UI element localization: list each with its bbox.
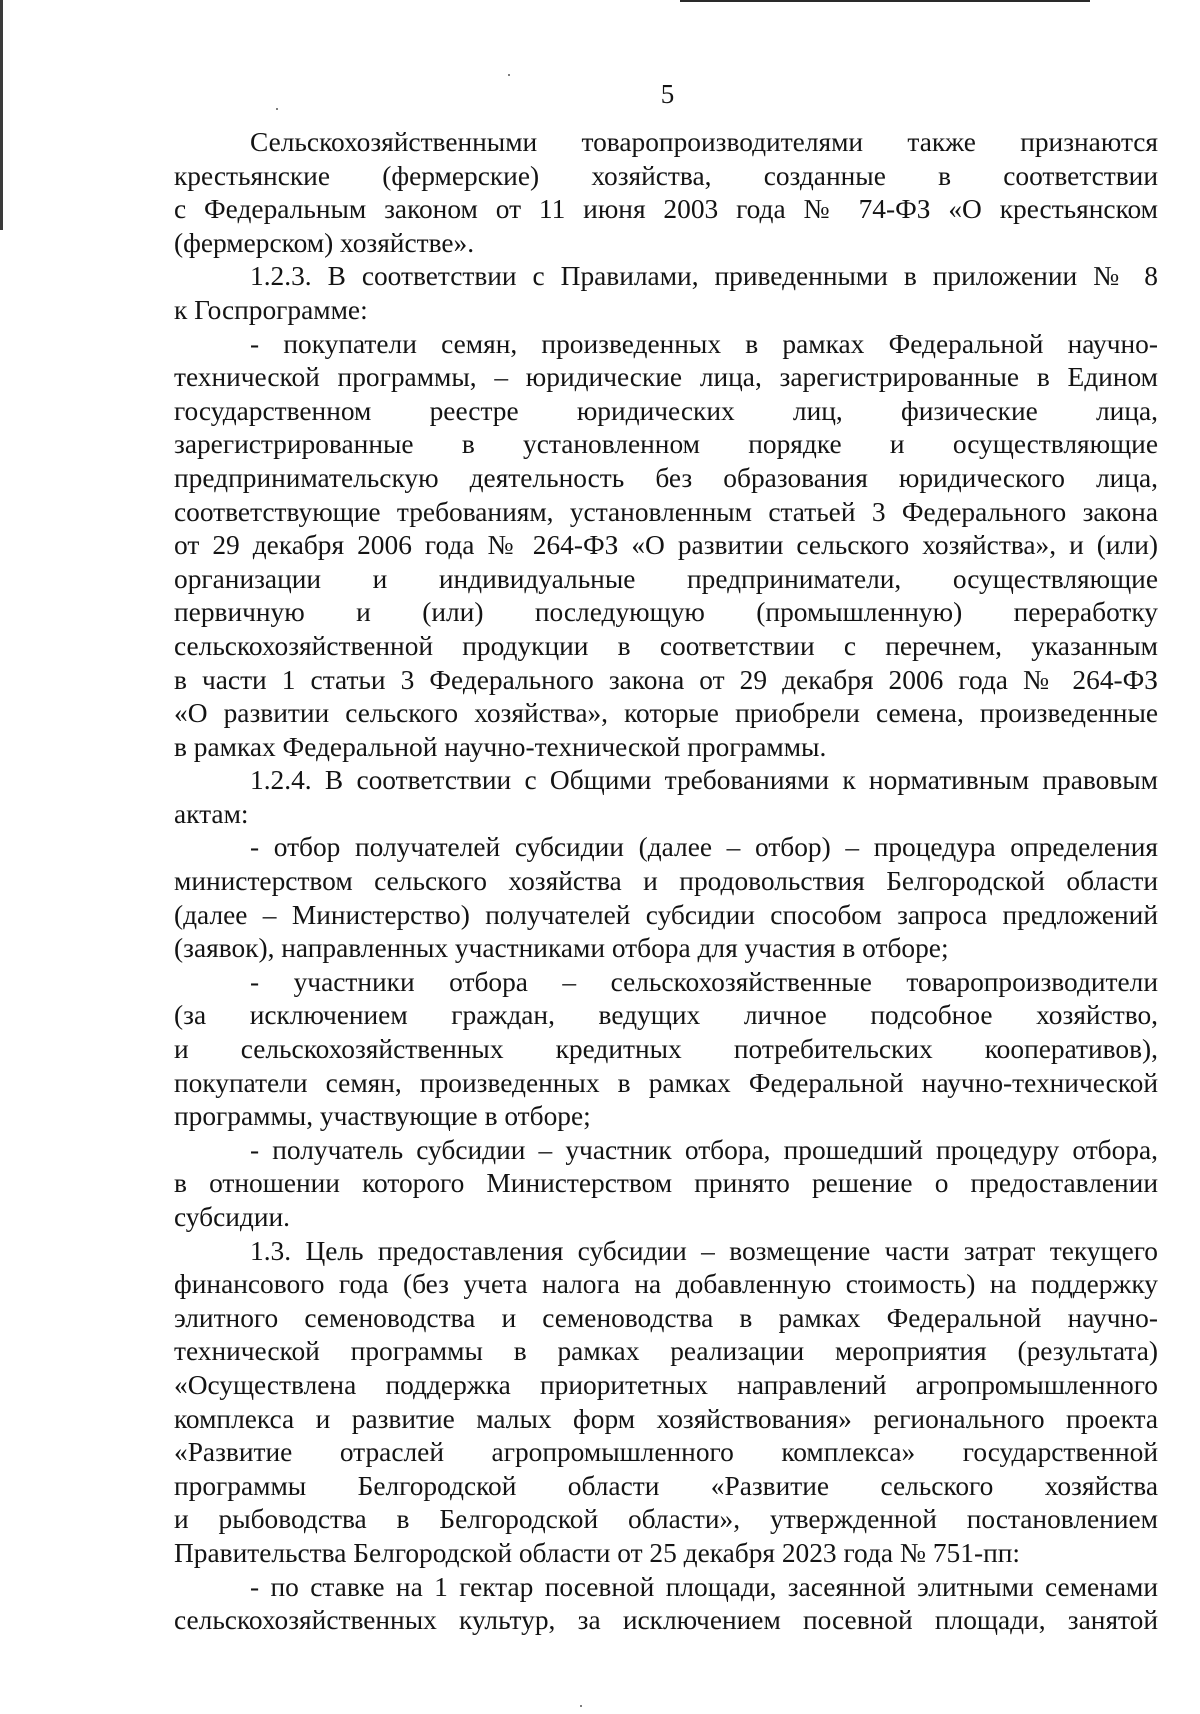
scan-speck <box>580 1705 582 1707</box>
text-line: (заявок), направленных участниками отбора для участия в отборе; <box>174 933 949 964</box>
text-line: комплекса и развитие малых форм хозяйствования» регионального проекта <box>174 1403 1158 1434</box>
text-line: предпринимательскую деятельность без образования юридического лица, <box>174 462 1158 493</box>
text-line: крестьянские (фермерские) хозяйства, созданные в соответствии <box>174 160 1158 191</box>
text-line: Правительства Белгородской области от 25 декабря 2023 года № 751-пп: <box>174 1537 1020 1568</box>
text-line: - получатель субсидии – участник отбора, прошедший процедуру отбора, <box>250 1134 1158 1165</box>
text-line: государственном реестре юридических лиц, физические лица, <box>174 395 1158 426</box>
text-line: соответствующие требованиям, установленным статьей 3 Федерального закона <box>174 496 1158 527</box>
scan-edge-left <box>0 0 3 230</box>
text-line: программы Белгородской области «Развитие сельского хозяйства <box>174 1470 1158 1501</box>
text-line: финансового года (без учета налога на добавленную стоимость) на поддержку <box>174 1269 1158 1300</box>
text-line: 1.2.4. В соответствии с Общими требованиями к нормативным правовым <box>250 765 1158 796</box>
text-line: с Федеральным законом от 11 июня 2003 года № 74-ФЗ «О крестьянском <box>174 194 1158 225</box>
page-number: 5 <box>660 79 675 109</box>
text-line: в отношении которого Министерством принято решение о предоставлении <box>174 1168 1158 1199</box>
scan-edge-top <box>680 0 1090 2</box>
text-line: - по ставке на 1 гектар посевной площади, засеянной элитными семенами <box>250 1571 1158 1602</box>
text-line: «О развитии сельского хозяйства», которые приобрели семена, произведенные <box>174 698 1158 729</box>
text-line: 1.3. Цель предоставления субсидии – возмещение части затрат текущего <box>250 1235 1158 1266</box>
text-line: - отбор получателей субсидии (далее – отбор) – процедура определения <box>250 832 1158 863</box>
scan-speck <box>276 108 278 110</box>
text-line: (фермерском) хозяйстве». <box>174 227 475 258</box>
text-line: в рамках Федеральной научно-технической программы. <box>174 731 827 762</box>
text-line: организации и индивидуальные предприниматели, осуществляющие <box>174 563 1158 594</box>
text-line: министерством сельского хозяйства и продовольствия Белгородской области <box>174 866 1158 897</box>
text-line: и сельскохозяйственных кредитных потребительских кооперативов), <box>174 1034 1158 1065</box>
text-line: «Осуществлена поддержка приоритетных направлений агропромышленного <box>174 1369 1158 1400</box>
text-line: «Развитие отраслей агропромышленного комплекса» государственной <box>174 1437 1158 1468</box>
text-line: - покупатели семян, произведенных в рамках Федеральной научно- <box>250 328 1158 359</box>
text-line: первичную и (или) последующую (промышленную) переработку <box>174 597 1158 628</box>
text-line: к Госпрограмме: <box>174 294 368 325</box>
text-line: в части 1 статьи 3 Федерального закона от 29 декабря 2006 года № 264-ФЗ <box>174 664 1158 695</box>
text-line: и рыбоводства в Белгородской области», утвержденной постановлением <box>174 1504 1158 1535</box>
scan-speck <box>508 74 510 76</box>
text-line: - участники отбора – сельскохозяйственные товаропроизводители <box>250 966 1158 997</box>
text-line: зарегистрированные в установленном порядке и осуществляющие <box>174 429 1158 460</box>
text-line: (за исключением граждан, ведущих личное подсобное хозяйство, <box>174 1000 1158 1031</box>
text-line: технической программы, – юридические лица, зарегистрированные в Едином <box>174 362 1158 393</box>
text-line: покупатели семян, произведенных в рамках Федеральной научно-технической <box>174 1067 1158 1098</box>
text-line: технической программы в рамках реализации мероприятия (результата) <box>174 1336 1158 1367</box>
text-line: элитного семеноводства и семеноводства в рамках Федеральной научно- <box>174 1302 1158 1333</box>
text-line: от 29 декабря 2006 года № 264-ФЗ «О развитии сельского хозяйства», и (или) <box>174 530 1158 561</box>
text-line: субсидии. <box>174 1202 290 1232</box>
text-line: 1.2.3. В соответствии с Правилами, приведенными в приложении № 8 <box>250 261 1158 292</box>
text-line: (далее – Министерство) получателей субсидии способом запроса предложений <box>174 899 1158 930</box>
body-text <box>174 126 1158 1638</box>
text-line: Сельскохозяйственными товаропроизводителями также признаются <box>250 127 1158 157</box>
text-line: программы, участвующие в отборе; <box>174 1101 591 1132</box>
text-line: сельскохозяйственной продукции в соответствии с перечнем, указанным <box>174 630 1158 661</box>
text-line: сельскохозяйственных культур, за исключением посевной площади, занятой <box>174 1605 1158 1636</box>
text-line: актам: <box>174 798 249 829</box>
